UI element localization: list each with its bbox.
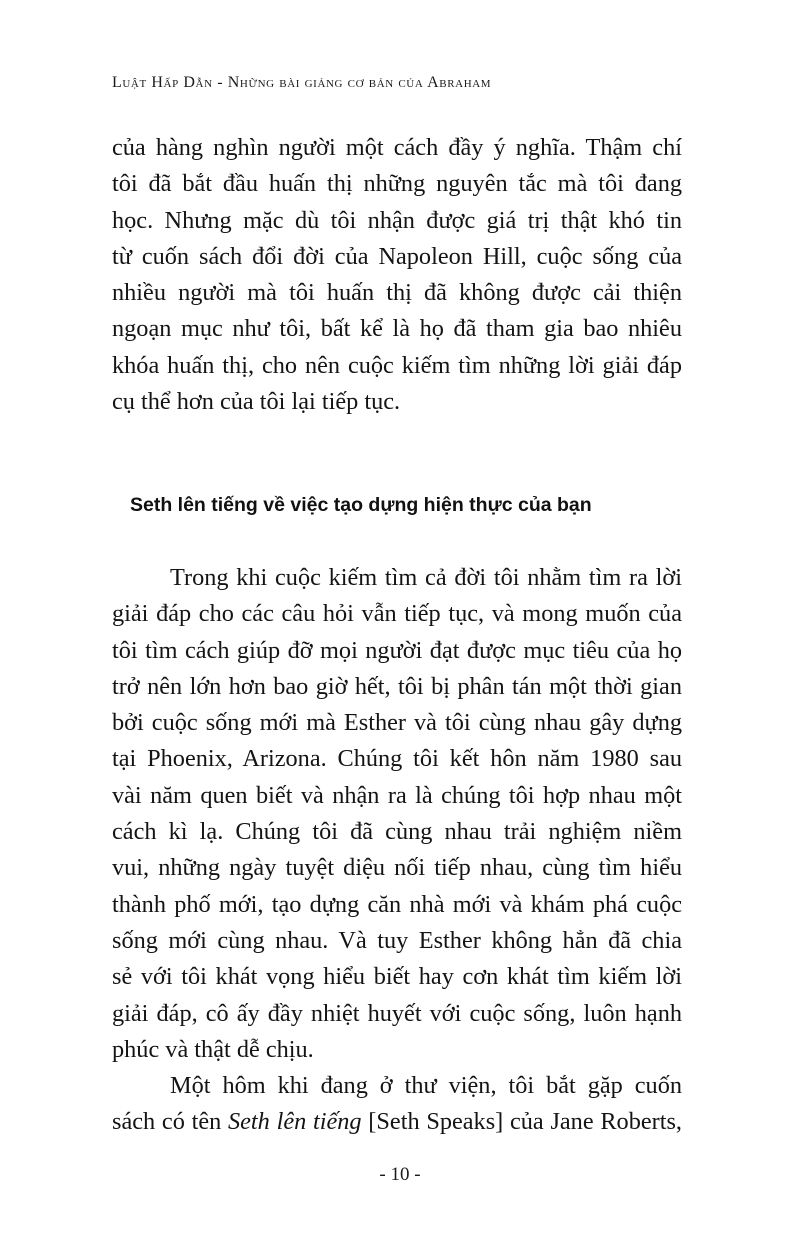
text-line: nhiều người mà tôi huấn thị đã không được cải thiện [112,279,682,307]
text-line: học. Nhưng mặc dù tôi nhận được giá trị thật khó tin [112,206,682,234]
text-segment: [Seth Speaks] của Jane Roberts, [361,1108,683,1136]
text-line: sống mới cùng nhau. Và tuy Esther không hẳn đã chia [112,926,682,954]
text-line: của hàng nghìn người một cách đầy ý nghĩa. Thậm chí [112,134,682,161]
text-segment: sách có tên [112,1108,228,1136]
text-line: từ cuốn sách đổi đời của Napoleon Hill, cuộc sống của [112,242,682,270]
text-line: khóa huấn thị, cho nên cuộc kiếm tìm những lời giải đáp [112,351,682,379]
text-line: trở nên lớn hơn bao giờ hết, tôi bị phân tán một thời gian [112,672,682,700]
running-header: Luật Hấp Dẫn - Những bài giảng cơ bản của Abraham [112,74,492,91]
text-line: Trong khi cuộc kiếm tìm cả đời tôi nhằm tìm ra lời [170,564,682,591]
text-line: tại Phoenix, Arizona. Chúng tôi kết hôn năm 1980 sau [112,745,682,773]
text-line: vui, những ngày tuyệt diệu nối tiếp nhau, cùng tìm hiểu [112,854,682,882]
page-number: - 10 - [379,1164,421,1185]
text-line: tôi đã bắt đầu huấn thị những nguyên tắc mà tôi đang [112,170,682,198]
text-line: cách kì lạ. Chúng tôi đã cùng nhau trải nghiệm niềm [112,818,682,846]
text-line: giải đáp cho các câu hỏi vẫn tiếp tục, và mong muốn của [112,600,682,628]
text-line: vài năm quen biết và nhận ra là chúng tôi hợp nhau một [112,781,682,809]
text-line: ngoạn mục như tôi, bất kể là họ đã tham gia bao nhiêu [112,315,682,343]
text-line: tôi tìm cách giúp đỡ mọi người đạt được mục tiêu của họ [112,636,682,664]
paragraph-3-line-1: Một hôm khi đang ở thư viện, tôi bắt gặp cuốn [170,1072,682,1100]
text-line: sẻ với tôi khát vọng hiểu biết hay cơn khát tìm kiếm lời [112,963,682,991]
section-heading: Seth lên tiếng về việc tạo dựng hiện thực của bạn [130,494,592,516]
text-line: thành phố mới, tạo dựng căn nhà mới và khám phá cuộc [112,890,682,918]
book-title-italic: Seth lên tiếng [228,1108,362,1136]
text-line: phúc và thật dễ chịu. [112,1035,314,1063]
paragraph-1 [112,130,682,420]
text-line: giải đáp, cô ấy đầy nhiệt huyết với cuộc sống, luôn hạnh [112,999,682,1027]
paragraph-3-line-2 [112,1104,682,1140]
text-line: bởi cuộc sống mới mà Esther và tôi cùng nhau gây dựng [112,709,682,737]
paragraph-2 [112,560,682,1141]
text-line: cụ thể hơn của tôi lại tiếp tục. [112,388,401,416]
